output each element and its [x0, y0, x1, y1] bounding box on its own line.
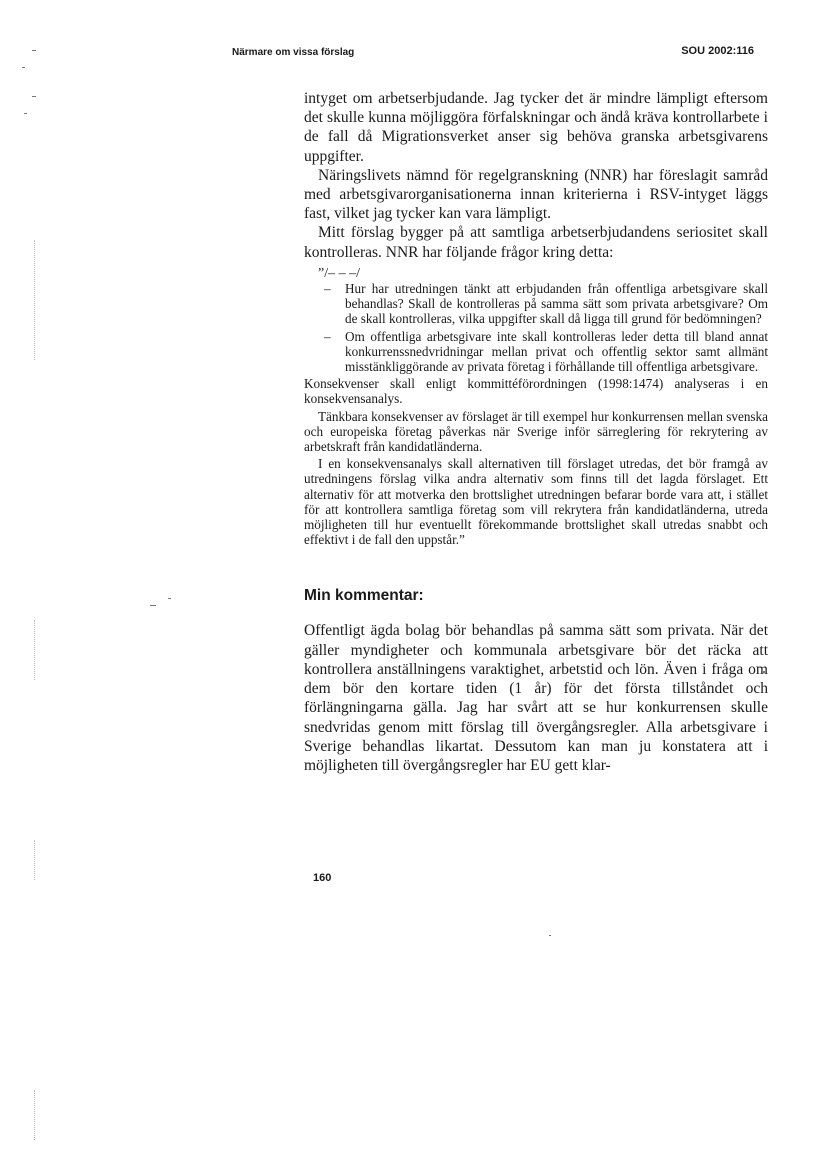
quote-block — [304, 266, 768, 548]
comment-paragraph: Offentligt ägda bolag bör behandlas på samma sätt som privata. När det gäller myndigheter och kommunala arbetsgivare bör det räcka att kontrollera anställningens varaktighet, arbetstid och lön. Även i fråga om dem bör den kortare tiden (1 år) för det första tillståndet och förlängningarna gälla. Jag har svårt att se hur konkurrensen skulle snedvridas genom mitt förslag till övergångsregler. Alla arbetsgivare i Sverige behandlas likartat. Dessutom kan man ju konstatera att i möjligheten till övergångsregler har EU gett klar- — [304, 622, 768, 774]
page-number: 160 — [313, 872, 332, 884]
quote-paragraph: I en konsekvensanalys skall alternativen till förslaget utredas, det bör framgå av utredningens förslag vilka andra alternativ som finns till det lagda förslaget. Ett alternativ för att motverka den brottslighet utredningen befarar borde vara att, i stället för att kontrollera samtliga företag som vill rekrytera från kandidatländerna, utreda möjligheten till hur eventuellt förekommande brottslighet skall utredas snabbt och effektivt i de fall den uppstår.” — [304, 456, 768, 548]
header-report-id: SOU 2002:116 — [681, 45, 754, 57]
scan-edge-dots — [34, 240, 36, 360]
paragraph: intyget om arbetserbjudande. Jag tycker det är mindre lämpligt eftersom det skulle kunna möjliggöra förfalskningar och ändå kräva kontrollarbete i de fall då Migrationsverket anser sig behöva granska arbetsgivarens uppgifter. — [304, 90, 768, 165]
running-header — [232, 45, 754, 61]
scan-speck — [24, 113, 27, 114]
quote-bullet-text: Hur har utredningen tänkt att erbjudanden från offentliga arbetsgivare skall behandlas? Skall de kontrolleras på samma sätt som privata arbetsgivare? Om de skall kontrolleras, vilka uppgifter skall då ligga till grund för bedömningen? — [345, 281, 768, 327]
comment-heading: Min kommentar: — [304, 587, 424, 605]
scan-speck — [549, 935, 551, 936]
quote-bullet-text: Om offentliga arbetsgivare inte skall kontrolleras leder detta till bland annat konkurrenssnedvridningar mellan privat och offentlig sektor samt allmänt misstänkliggörande av privata företag i förhållande till offentliga arbetsgivare. — [345, 328, 768, 375]
scan-speck — [150, 605, 156, 606]
scan-edge-dots — [34, 620, 36, 680]
scan-speck — [32, 50, 36, 51]
scan-edge-dots — [34, 840, 36, 880]
header-chapter-title: Närmare om vissa förslag — [232, 47, 355, 58]
paragraph: Mitt förslag bygger på att samtliga arbetserbjudandens seriositet skall kontrolleras. NNR har följande frågor kring detta: — [304, 224, 768, 261]
scan-speck — [22, 67, 25, 68]
dash-bullet-icon: – — [324, 281, 331, 297]
quote-bullet — [304, 329, 768, 375]
dash-bullet-icon: – — [324, 328, 331, 344]
quote-paragraph: Konsekvenser skall enligt kommittéförordningen (1998:1474) analyseras i en konsekvensanalys. — [304, 376, 768, 407]
quote-bullet-list — [304, 281, 768, 374]
scan-speck — [168, 598, 171, 599]
scan-edge-dots — [34, 1090, 36, 1140]
quote-bullet — [304, 281, 768, 327]
body-text — [304, 89, 768, 775]
quote-paragraph: Tänkbara konsekvenser av förslaget är till exempel hur konkurrensen mellan svenska och europeiska företag påverkas när Sverige inför särreglering för rekrytering av arbetskraft från kandidatländerna. — [304, 408, 768, 455]
quote-opening: ”/– – –/ — [318, 265, 360, 281]
scan-speck — [32, 96, 36, 97]
paragraph: Näringslivets nämnd för regelgranskning (NNR) har föreslagit samråd med arbetsgivarorganisationerna innan kriterierna i RSV-intyget läggs fast, vilket jag tycker kan vara lämpligt. — [304, 166, 768, 223]
